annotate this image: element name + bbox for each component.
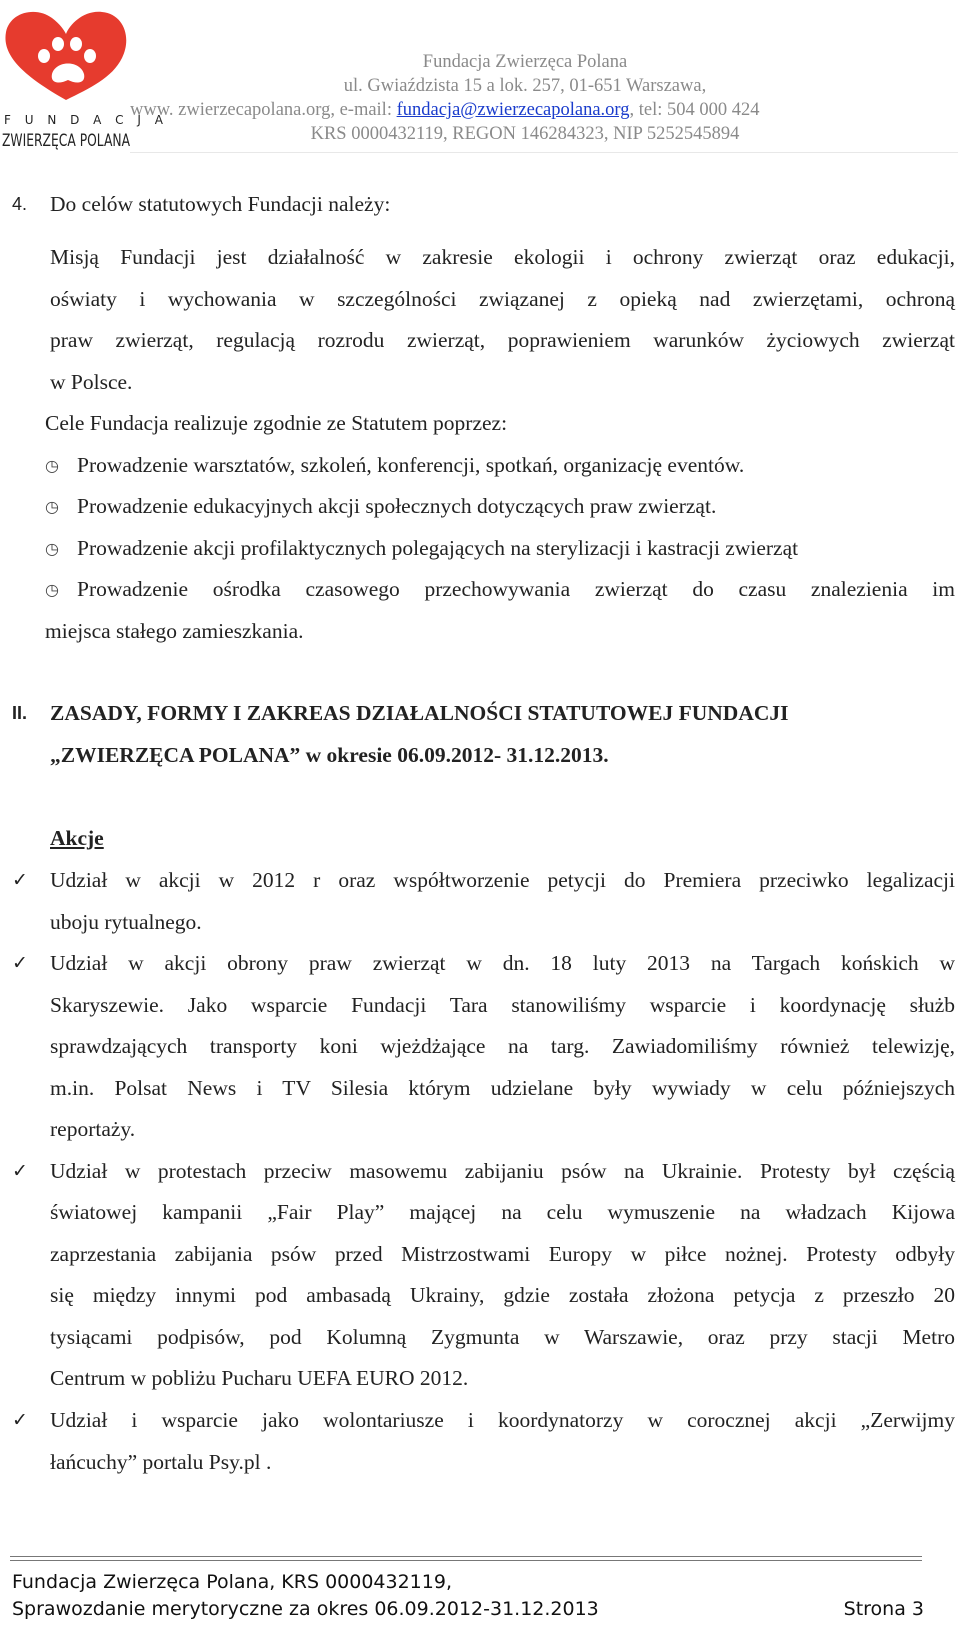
logo-text-top: F U N D A C J A (4, 113, 168, 127)
section-number: II. (12, 703, 28, 723)
page-footer (12, 1569, 924, 1623)
checkmark-icon: ✓ (12, 952, 28, 974)
footer-org: Fundacja Zwierzęca Polana, KRS 0000432119, (12, 1571, 452, 1593)
clock-bullet-icon: ◷ (45, 580, 59, 599)
clock-bullet-icon: ◷ (45, 497, 59, 516)
header-divider (130, 152, 958, 153)
page-number: Strona 3 (843, 1598, 924, 1620)
org-name: Fundacja Zwierzęca Polana (422, 52, 628, 72)
checkmark-icon: ✓ (12, 1160, 28, 1182)
org-registration: KRS 0000432119, REGON 146284323, NIP 5252545894 (310, 124, 740, 144)
clock-bullet-icon: ◷ (45, 456, 59, 475)
logo-text-bottom: ZWIERZĘCA POLANA (2, 131, 131, 151)
email-link[interactable]: fundacja@zwierzecapolana.org (396, 100, 630, 120)
section-title: ZASADY, FORMY I ZAKREAS DZIAŁALNOŚCI STATUTOWEJ FUNDACJI (50, 701, 789, 725)
org-contact: www. zwierzecapolana.org, e-mail: fundacja@zwierzecapolana.org, tel: 504 000 424 (130, 100, 760, 120)
letterhead-address (0, 50, 960, 146)
footer-divider (10, 1556, 922, 1561)
checkmark-icon: ✓ (12, 1409, 28, 1431)
org-address: ul. Gwiaździsta 15 a lok. 257, 01-651 Warszawa, (343, 76, 707, 96)
letterhead (0, 0, 960, 156)
footer-report-title: Sprawozdanie merytoryczne za okres 06.09.2012-31.12.2013 (12, 1598, 599, 1620)
checkmark-icon: ✓ (12, 869, 28, 891)
clock-bullet-icon: ◷ (45, 539, 59, 558)
section-number: 4. (12, 194, 28, 214)
section-title: Do celów statutowych Fundacji należy: (50, 192, 391, 216)
